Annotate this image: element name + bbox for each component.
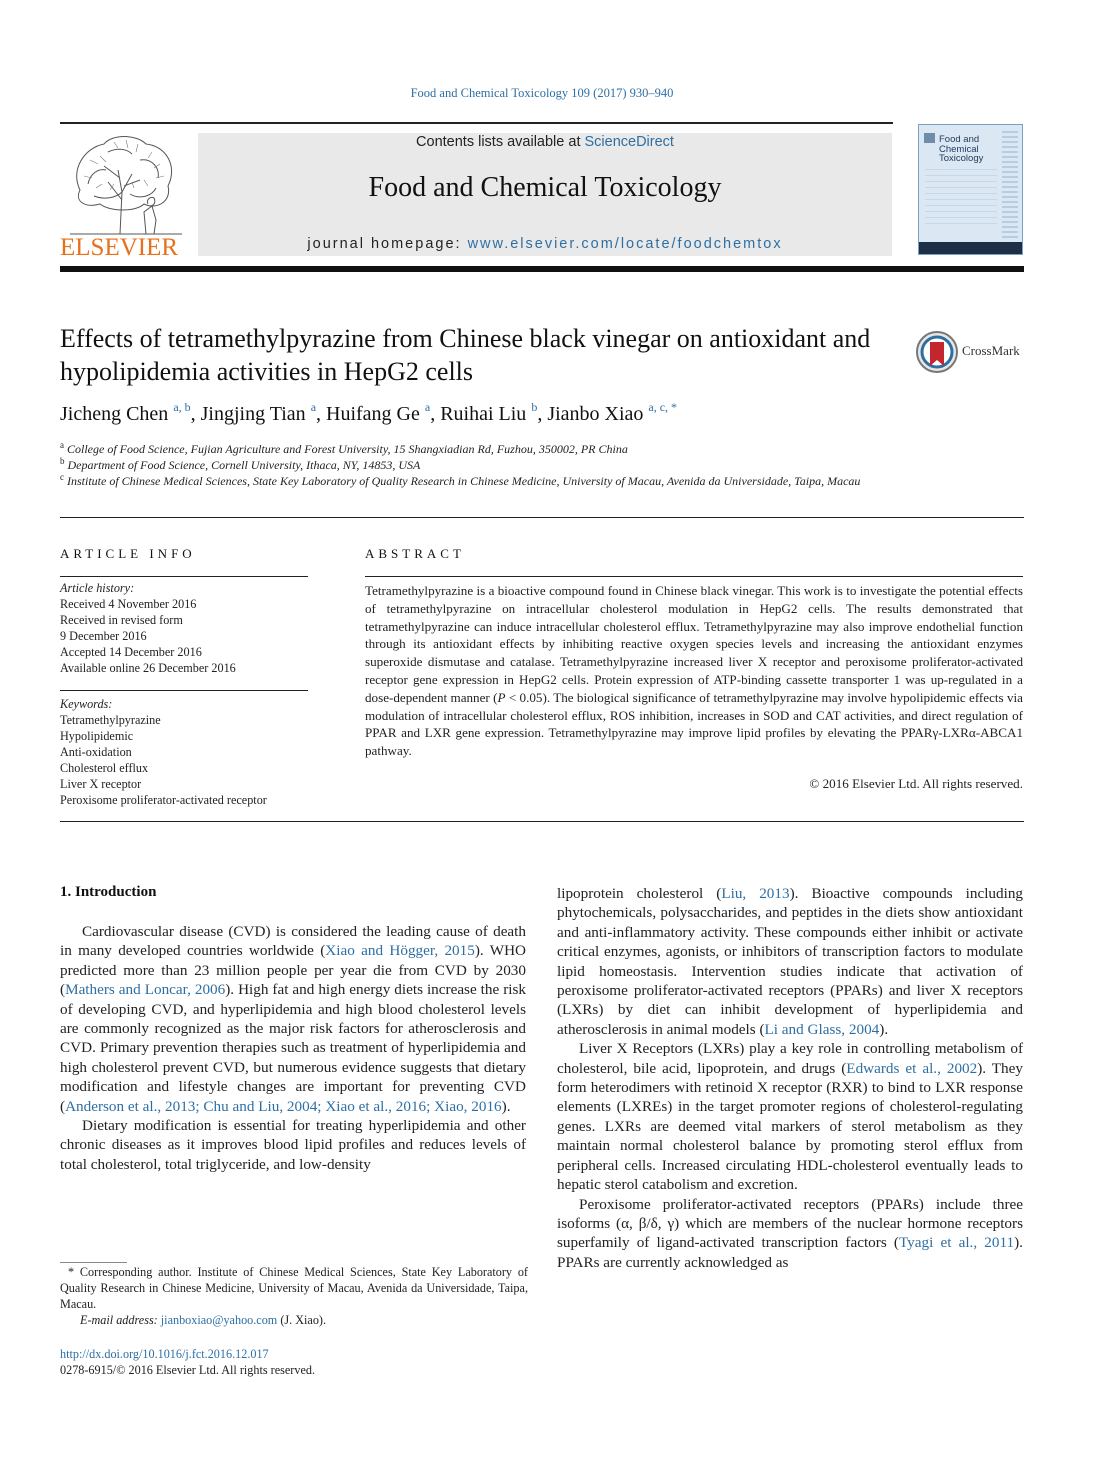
affiliation-text: Institute of Chinese Medical Sciences, State Key Laboratory of Quality Research in Chinese Medicine, University of Macau, Avenida da Universidade, Taipa, Macau bbox=[67, 474, 861, 488]
contents-availability bbox=[198, 134, 892, 150]
section-heading-introduction: 1. Introduction bbox=[60, 884, 157, 900]
text: ). PPARs are currently acknowledged as bbox=[557, 1234, 1023, 1271]
article-info-rule bbox=[60, 576, 308, 577]
paragraph bbox=[557, 884, 1023, 1039]
citation-link[interactable]: Mathers and Loncar, 2006 bbox=[65, 981, 226, 999]
abstract-p-symbol: P bbox=[497, 689, 506, 705]
author-affiliation-marker[interactable]: a, c, * bbox=[648, 400, 678, 414]
corresponding-author-footnote bbox=[60, 1264, 528, 1328]
cover-strip bbox=[924, 133, 935, 143]
text: Liver X Receptors (LXRs) play a key role in controlling metabolism of cholesterol, bile acid, lipoprotein, and drugs ( bbox=[557, 1040, 1023, 1077]
journal-title: Food and Chemical Toxicology bbox=[368, 172, 722, 203]
body-column-left bbox=[60, 922, 526, 1174]
journal-homepage bbox=[198, 236, 892, 252]
citation-link[interactable]: Tyagi et al., 2011 bbox=[898, 1234, 1015, 1252]
affiliation-text: Department of Food Science, Cornell University, Ithaca, NY, 14853, USA bbox=[67, 458, 421, 472]
citation-link[interactable]: Li and Glass, 2004 bbox=[764, 1020, 880, 1038]
text: ). They form heterodimers with retinoid X receptor (RXR) to bind to LXR response elements (LXREs) in the target promoter regions of cholesterol-regulating genes. LXRs are deemed vital markers of sterol metabolism as they maintain normal cholesterol balance by promoting sterol efflux from peripheral cells. Increased circulating HDL-cholesterol eventually leads to hepatic sterol catabolism and excretion. bbox=[557, 1059, 1023, 1194]
affiliation-marker: c bbox=[60, 472, 64, 482]
keyword: Peroxisome proliferator-activated receptor bbox=[60, 793, 267, 807]
paragraph bbox=[60, 922, 526, 1116]
email-suffix: (J. Xiao). bbox=[277, 1313, 327, 1327]
history-item: 9 December 2016 bbox=[60, 629, 147, 643]
paragraph bbox=[557, 1195, 1023, 1273]
email-label: E-mail address: bbox=[80, 1313, 161, 1327]
text: ). Bioactive compounds including phytochemicals, polysaccharides, and peptides in the diets show antioxidant and anti-inflammatory activity. These compounds either inhibit or activate critical enzymes, agonists, or inhibitors of transcription factors to modulate lipid homeostasis. Intervention studies indicate that activation of peroxisome proliferator-activated receptors (PPARs) and liver X receptors (LXRs) by diet can inhibit development of hyperlipidemia and atherosclerosis in animal models ( bbox=[557, 885, 1024, 1038]
header-top-rule bbox=[60, 122, 893, 124]
elsevier-tree-icon bbox=[60, 130, 192, 238]
history-item: Received in revised form bbox=[60, 613, 183, 627]
footnote-corresponding: * Corresponding author. Institute of Chinese Medical Sciences, State Key Laboratory of Quality Research in Chinese Medicine, University of Macau, Avenida da Universidade, Taipa, Macau. bbox=[60, 1265, 528, 1311]
affiliations-rule bbox=[60, 517, 1024, 518]
publisher-name: ELSEVIER bbox=[60, 234, 179, 261]
homepage-label: journal homepage: bbox=[307, 236, 468, 252]
author-name[interactable]: Jianbo Xiao bbox=[547, 403, 644, 425]
history-label: Article history: bbox=[60, 581, 135, 595]
footnote-rule bbox=[60, 1262, 127, 1263]
abstract-part: < 0.05). The biological significance of tetramethylpyrazine may involve hypolipidemic effects via modulation of intracellular cholesterol efflux, ROS inhibition, increases in SOD and CAT activities, and direct regulation of PPAR and LXR gene expression. Tetramethylpyrazine may improve lipid profiles by elevating the PPARγ-LXRα-ABCA1 pathway. bbox=[365, 689, 1023, 759]
abstract-heading: ABSTRACT bbox=[365, 546, 465, 561]
contents-prefix: Contents lists available at bbox=[416, 134, 585, 150]
publisher-logo[interactable] bbox=[60, 130, 192, 260]
keywords bbox=[60, 696, 320, 808]
keywords-rule bbox=[60, 690, 308, 691]
keyword: Tetramethylpyrazine bbox=[60, 713, 161, 727]
text: ). High fat and high energy diets increase the risk of developing CVD, and hyperlipidemia and high blood cholesterol levels are commonly recognized as the major risk factors for atherosclerosis and CVD. Primary prevention therapies such as treatment of hyperlipidemia and high cholesterol prevent CVD, but numerous evidence suggests that dietary modification and lifestyle changes are important for preventing CVD ( bbox=[60, 981, 526, 1115]
paragraph: Dietary modification is essential for treating hyperlipidemia and other chronic diseases as it improves blood lipid profiles and reduces levels of total cholesterol, total triglyceride, and low-density bbox=[60, 1117, 526, 1173]
crossmark-icon bbox=[915, 330, 959, 374]
history-item: Received 4 November 2016 bbox=[60, 597, 197, 611]
author-affiliation-marker[interactable]: a bbox=[424, 400, 431, 414]
author-name[interactable]: Ruihai Liu bbox=[440, 403, 527, 425]
crossmark-label: CrossMark bbox=[962, 343, 1020, 358]
author-list: Jicheng Chen $^{a, b}$, Jingjing Tian $^a$, Huifang Ge $^a$, Ruihai Liu $^b$, Jianbo Xiao $^{a, c, *}$ bbox=[60, 400, 678, 425]
doi-block bbox=[60, 1346, 315, 1378]
sciencedirect-link[interactable]: ScienceDirect bbox=[584, 134, 674, 150]
article-info-heading: ARTICLE INFO bbox=[60, 546, 196, 561]
journal-reference[interactable]: Food and Chemical Toxicology 109 (2017) 930–940 bbox=[410, 86, 674, 100]
author-affiliation-marker[interactable]: a bbox=[310, 400, 317, 414]
citation-link[interactable]: Anderson et al., 2013; Chu and Liu, 2004; Xiao et al., 2016; Xiao, 2016 bbox=[65, 1097, 502, 1115]
text: ). bbox=[879, 1020, 889, 1038]
author-name[interactable]: Huifang Ge bbox=[326, 403, 420, 425]
affiliation-marker: a bbox=[60, 440, 64, 450]
homepage-link[interactable]: www.elsevier.com/locate/foodchemtox bbox=[467, 236, 783, 252]
text: ). bbox=[501, 1097, 511, 1115]
body-column-right bbox=[557, 884, 1023, 1272]
cover-title: Food and Chemical Toxicology bbox=[939, 134, 984, 164]
citation-link[interactable]: Xiao and Högger, 2015 bbox=[325, 942, 475, 960]
keyword: Anti-oxidation bbox=[60, 745, 132, 759]
abstract-copyright: © 2016 Elsevier Ltd. All rights reserved. bbox=[809, 776, 1023, 791]
doi-link[interactable]: http://dx.doi.org/10.1016/j.fct.2016.12.017 bbox=[60, 1347, 269, 1361]
keyword: Liver X receptor bbox=[60, 777, 142, 791]
journal-cover-thumbnail[interactable] bbox=[918, 124, 1023, 255]
footnote-email-line bbox=[60, 1312, 528, 1328]
issn-line: 0278-6915/© 2016 Elsevier Ltd. All rights reserved. bbox=[60, 1363, 315, 1377]
crossmark-badge[interactable] bbox=[915, 330, 1027, 374]
author-name[interactable]: Jingjing Tian bbox=[200, 403, 306, 425]
author-affiliation-marker[interactable]: a, b bbox=[173, 400, 191, 414]
keyword: Cholesterol efflux bbox=[60, 761, 149, 775]
history-item: Available online 26 December 2016 bbox=[60, 661, 236, 675]
front-matter-rule bbox=[60, 821, 1024, 822]
article-title: Effects of tetramethylpyrazine from Chinese black vinegar on antioxidant and hypolipidemia activities in HepG2 cells bbox=[60, 324, 871, 386]
email-link[interactable]: jianboxiao@yahoo.com bbox=[160, 1313, 278, 1327]
abstract-text bbox=[365, 582, 1023, 760]
cover-content-lines bbox=[925, 169, 997, 229]
abstract-rule bbox=[365, 576, 1023, 577]
cover-side-text bbox=[1002, 131, 1018, 241]
author-name[interactable]: Jicheng Chen bbox=[60, 403, 169, 425]
affiliation-c bbox=[60, 469, 900, 489]
keywords-label: Keywords: bbox=[60, 697, 113, 711]
author-affiliation-marker[interactable]: b bbox=[531, 400, 538, 414]
paragraph bbox=[557, 1039, 1023, 1194]
citation-link[interactable]: Edwards et al., 2002 bbox=[846, 1059, 978, 1077]
affiliation-marker: b bbox=[60, 456, 65, 466]
citation-link[interactable]: Liu, 2013 bbox=[721, 885, 790, 902]
text: lipoprotein cholesterol ( bbox=[557, 885, 722, 902]
abstract-part: Tetramethylpyrazine is a bioactive compound found in Chinese black vinegar. This work is to investigate the potential effects of tetramethylpyrazine on intracellular cholesterol modulation in HepG2 cells. The results demonstrated that tetramethylpyrazine can induce intracellular cholesterol efflux. Tetramethylpyrazine may also improve endothelial function through its antioxidant effects by inhibiting reactive oxygen species levels and increasing the antioxidant enzymes superoxide dismutase and catalase. Tetramethylpyrazine increased liver X receptor and peroxisome proliferator-activated receptor gene expression in HepG2 cells. Protein expression of ATP-binding cassette transporter 1 was up-regulated in a dose-dependent manner ( bbox=[365, 583, 1023, 705]
text: Peroxisome proliferator-activated receptors (PPARs) include three isoforms (α, β/δ, γ) which are members of the nuclear hormone receptors superfamily of ligand-activated transcription factors ( bbox=[557, 1195, 1023, 1252]
cover-footer-bar bbox=[919, 242, 1022, 254]
header-bottom-rule bbox=[60, 266, 1024, 272]
article-history bbox=[60, 580, 308, 676]
keyword: Hypolipidemic bbox=[60, 729, 134, 743]
text: ). WHO predicted more than 23 million people per year die from CVD by 2030 ( bbox=[60, 942, 527, 999]
affiliation-text: College of Food Science, Fujian Agriculture and Forest University, 15 Shangxiadian Rd, Fuzhou, 350002, PR China bbox=[67, 442, 628, 456]
text: Cardiovascular disease (CVD) is considered the leading cause of death in many developed countries worldwide ( bbox=[60, 923, 526, 960]
history-item: Accepted 14 December 2016 bbox=[60, 645, 202, 659]
